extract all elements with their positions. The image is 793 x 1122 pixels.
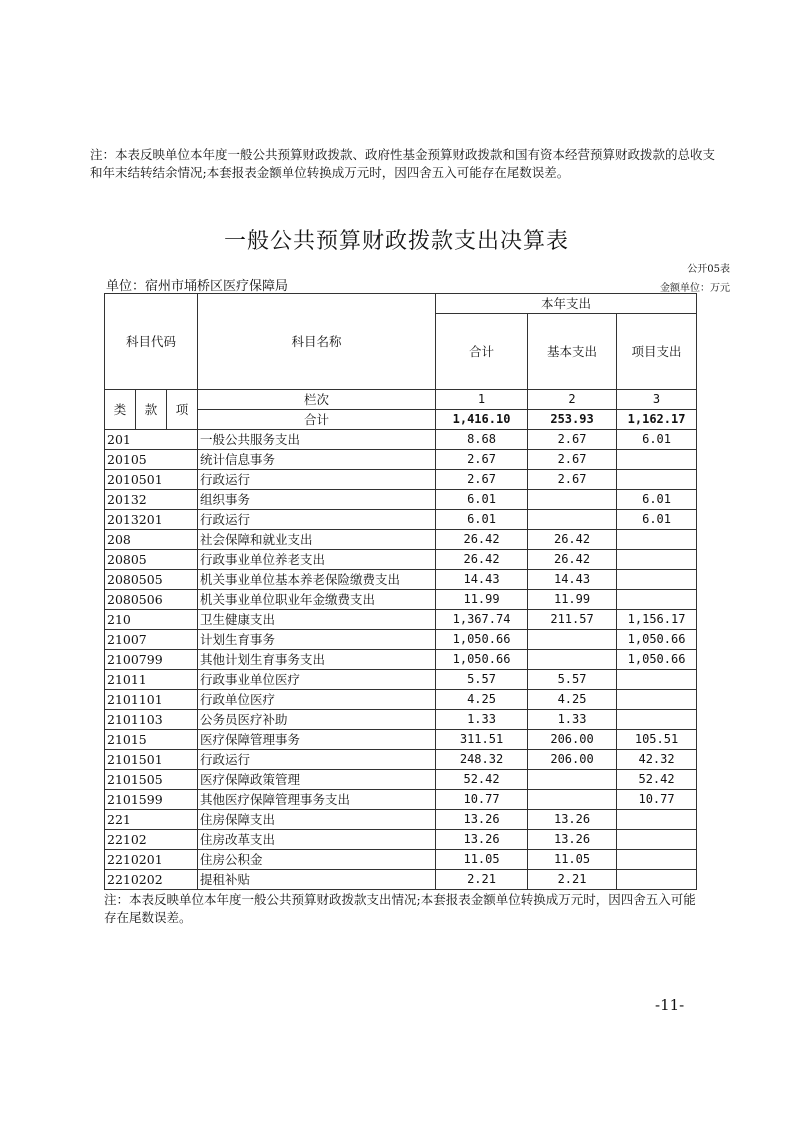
total-amount: 248.32	[436, 750, 528, 770]
header-name: 科目名称	[198, 294, 436, 390]
project-amount	[617, 590, 697, 610]
subject-name: 行政事业单位养老支出	[198, 550, 436, 570]
basic-amount: 211.57	[528, 610, 617, 630]
column-number-1: 1	[436, 390, 528, 410]
header-xiang: 项	[167, 390, 198, 430]
basic-amount	[528, 790, 617, 810]
table-row	[105, 630, 697, 650]
total-amount: 1,050.66	[436, 650, 528, 670]
project-amount: 1,156.17	[617, 610, 697, 630]
reporting-unit: 单位：宿州市埇桥区医疗保障局	[106, 279, 289, 294]
table-row	[105, 770, 697, 790]
subject-code: 22102	[105, 830, 198, 850]
project-amount	[617, 850, 697, 870]
header-basic: 基本支出	[528, 314, 617, 390]
subject-code: 2101505	[105, 770, 198, 790]
subject-code: 2101599	[105, 790, 198, 810]
header-lei: 类	[105, 390, 136, 430]
top-note: 注：本表反映单位本年度一般公共预算财政拨款、政府性基金预算财政拨款和国有资本经营预算财政拨款的总收支和年末结转结余情况;本套报表金额单位转换成万元时，因四舍五入可能存在尾数误差。	[90, 147, 716, 180]
page-title: 一般公共预算财政拨款支出决算表	[223, 229, 569, 254]
subject-code: 2101501	[105, 750, 198, 770]
form-number: 公开05表	[687, 264, 730, 275]
basic-amount	[528, 770, 617, 790]
project-amount: 1,050.66	[617, 630, 697, 650]
table-row	[105, 510, 697, 530]
subject-code: 2210202	[105, 870, 198, 890]
total-amount: 13.26	[436, 830, 528, 850]
table-row	[105, 550, 697, 570]
project-amount: 10.77	[617, 790, 697, 810]
table-row	[105, 690, 697, 710]
basic-amount: 2.67	[528, 450, 617, 470]
basic-amount: 11.05	[528, 850, 617, 870]
table-row	[105, 730, 697, 750]
subject-code: 2210201	[105, 850, 198, 870]
bottom-note: 注：本表反映单位本年度一般公共预算财政拨款支出情况;本套报表金额单位转换成万元时，因四舍五入可能存在尾数误差。	[104, 892, 696, 925]
column-number-label: 栏次	[198, 390, 436, 410]
subject-name: 住房公积金	[198, 850, 436, 870]
total-amount: 11.99	[436, 590, 528, 610]
project-amount	[617, 450, 697, 470]
expenditure-table	[104, 293, 697, 890]
subject-name: 一般公共服务支出	[198, 430, 436, 450]
basic-amount: 26.42	[528, 550, 617, 570]
project-amount	[617, 530, 697, 550]
subject-name: 行政运行	[198, 750, 436, 770]
basic-amount: 2.67	[528, 470, 617, 490]
subject-name: 行政单位医疗	[198, 690, 436, 710]
subject-code: 2100799	[105, 650, 198, 670]
total-amount: 2.67	[436, 450, 528, 470]
subject-code: 2080505	[105, 570, 198, 590]
table-row	[105, 790, 697, 810]
total-amount: 1,050.66	[436, 630, 528, 650]
basic-amount	[528, 630, 617, 650]
total-amount: 6.01	[436, 490, 528, 510]
project-amount	[617, 550, 697, 570]
project-amount: 6.01	[617, 510, 697, 530]
project-amount	[617, 570, 697, 590]
total-amount: 6.01	[436, 510, 528, 530]
basic-amount: 4.25	[528, 690, 617, 710]
project-amount: 42.32	[617, 750, 697, 770]
project-amount	[617, 810, 697, 830]
table-row	[105, 750, 697, 770]
basic-amount: 1.33	[528, 710, 617, 730]
subject-code: 21011	[105, 670, 198, 690]
header-current-year: 本年支出	[436, 294, 697, 314]
subject-code: 20132	[105, 490, 198, 510]
total-amount: 1,367.74	[436, 610, 528, 630]
table-row	[105, 850, 697, 870]
basic-amount	[528, 510, 617, 530]
sum-total: 1,416.10	[436, 410, 528, 430]
subject-name: 提租补贴	[198, 870, 436, 890]
page-number: -11-	[655, 996, 685, 1014]
project-amount	[617, 690, 697, 710]
subject-code: 2101101	[105, 690, 198, 710]
basic-amount: 14.43	[528, 570, 617, 590]
total-amount: 5.57	[436, 670, 528, 690]
total-amount: 14.43	[436, 570, 528, 590]
table-row	[105, 430, 697, 450]
project-amount	[617, 830, 697, 850]
project-amount: 52.42	[617, 770, 697, 790]
table-row	[105, 870, 697, 890]
subject-name: 其他计划生育事务支出	[198, 650, 436, 670]
subject-name: 其他医疗保障管理事务支出	[198, 790, 436, 810]
subject-code: 221	[105, 810, 198, 830]
table-row	[105, 830, 697, 850]
subject-name: 公务员医疗补助	[198, 710, 436, 730]
project-amount: 1,050.66	[617, 650, 697, 670]
total-amount: 52.42	[436, 770, 528, 790]
table-row	[105, 810, 697, 830]
total-amount: 10.77	[436, 790, 528, 810]
project-amount: 105.51	[617, 730, 697, 750]
total-amount: 11.05	[436, 850, 528, 870]
table-row	[105, 610, 697, 630]
project-amount: 6.01	[617, 490, 697, 510]
basic-amount: 206.00	[528, 750, 617, 770]
basic-amount: 11.99	[528, 590, 617, 610]
subject-name: 统计信息事务	[198, 450, 436, 470]
total-amount: 1.33	[436, 710, 528, 730]
table-row	[105, 670, 697, 690]
subject-name: 机关事业单位职业年金缴费支出	[198, 590, 436, 610]
basic-amount: 13.26	[528, 830, 617, 850]
subject-code: 210	[105, 610, 198, 630]
basic-amount: 5.57	[528, 670, 617, 690]
subject-name: 行政事业单位医疗	[198, 670, 436, 690]
project-amount: 6.01	[617, 430, 697, 450]
sum-label: 合计	[198, 410, 436, 430]
subject-name: 医疗保障政策管理	[198, 770, 436, 790]
total-amount: 8.68	[436, 430, 528, 450]
basic-amount: 2.67	[528, 430, 617, 450]
subject-name: 社会保障和就业支出	[198, 530, 436, 550]
project-amount	[617, 670, 697, 690]
subject-name: 行政运行	[198, 470, 436, 490]
table-row	[105, 590, 697, 610]
subject-name: 住房保障支出	[198, 810, 436, 830]
total-amount: 2.67	[436, 470, 528, 490]
subject-name: 机关事业单位基本养老保险缴费支出	[198, 570, 436, 590]
project-amount	[617, 710, 697, 730]
table-row	[105, 570, 697, 590]
subject-code: 20805	[105, 550, 198, 570]
subject-code: 21007	[105, 630, 198, 650]
subject-name: 组织事务	[198, 490, 436, 510]
table-row	[105, 650, 697, 670]
column-number-2: 2	[528, 390, 617, 410]
total-amount: 26.42	[436, 530, 528, 550]
total-amount: 13.26	[436, 810, 528, 830]
subject-code: 2080506	[105, 590, 198, 610]
total-amount: 2.21	[436, 870, 528, 890]
column-number-3: 3	[617, 390, 697, 410]
basic-amount: 26.42	[528, 530, 617, 550]
basic-amount: 206.00	[528, 730, 617, 750]
subject-code: 20105	[105, 450, 198, 470]
amount-unit: 金额单位：万元	[660, 283, 730, 294]
total-amount: 4.25	[436, 690, 528, 710]
sum-project: 1,162.17	[617, 410, 697, 430]
column-number-row	[105, 390, 697, 410]
subject-code: 2101103	[105, 710, 198, 730]
header-kuan: 款	[136, 390, 167, 430]
basic-amount: 13.26	[528, 810, 617, 830]
header-row-1	[105, 294, 697, 314]
basic-amount	[528, 490, 617, 510]
subject-name: 医疗保障管理事务	[198, 730, 436, 750]
header-code: 科目代码	[105, 294, 198, 390]
total-amount: 311.51	[436, 730, 528, 750]
subject-name: 行政运行	[198, 510, 436, 530]
table-row	[105, 450, 697, 470]
table-row	[105, 470, 697, 490]
subject-code: 21015	[105, 730, 198, 750]
subject-code: 208	[105, 530, 198, 550]
table-row	[105, 490, 697, 510]
subject-name: 计划生育事务	[198, 630, 436, 650]
subject-code: 2010501	[105, 470, 198, 490]
table-row	[105, 710, 697, 730]
project-amount	[617, 470, 697, 490]
subject-code: 201	[105, 430, 198, 450]
basic-amount: 2.21	[528, 870, 617, 890]
basic-amount	[528, 650, 617, 670]
subject-code: 2013201	[105, 510, 198, 530]
header-project: 项目支出	[617, 314, 697, 390]
subject-name: 住房改革支出	[198, 830, 436, 850]
subject-name: 卫生健康支出	[198, 610, 436, 630]
total-amount: 26.42	[436, 550, 528, 570]
header-total: 合计	[436, 314, 528, 390]
table-row	[105, 530, 697, 550]
project-amount	[617, 870, 697, 890]
sum-basic: 253.93	[528, 410, 617, 430]
